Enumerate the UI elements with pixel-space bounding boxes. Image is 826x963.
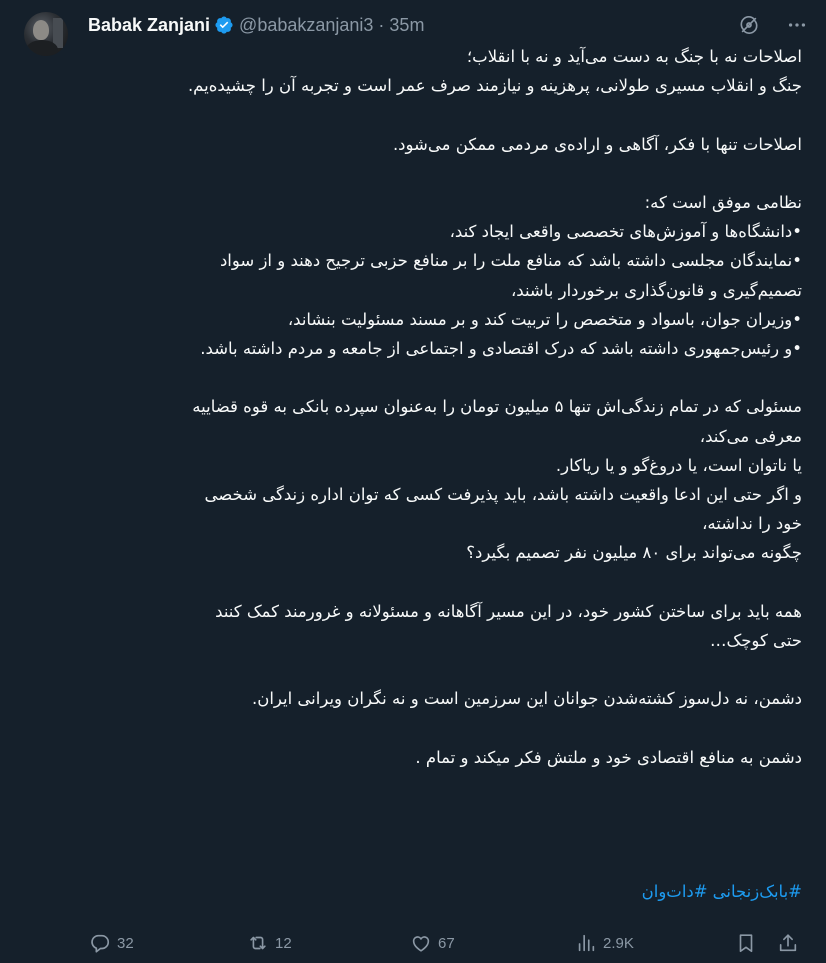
tweet-text-line: معرفی می‌کند، <box>699 426 802 446</box>
tweet-text-line: •وزیران جوان، باسواد و متخصص را تربیت کند و بر مسند مسئولیت بنشاند، <box>287 309 802 329</box>
handle[interactable]: @babakzanjani3 <box>239 14 374 35</box>
tweet-text-line: اصلاحات تنها با فکر، آگاهی و اراده‌ی مردمی ممکن می‌شود. <box>392 134 802 154</box>
tweet-text-line: تصمیم‌گیری و قانون‌گذاری برخوردار باشند، <box>510 280 802 300</box>
grok-icon[interactable] <box>738 14 760 36</box>
avatar[interactable] <box>24 12 68 56</box>
reply-icon <box>89 932 111 954</box>
bookmark-icon <box>735 932 757 954</box>
action-bar <box>0 928 826 958</box>
tweet-text-line <box>76 714 802 743</box>
view-count: 2.9K <box>603 934 634 952</box>
hashtag-link[interactable]: #دات‌وان <box>641 882 708 901</box>
tweet-text-line <box>76 159 802 188</box>
separator-dot: · <box>378 14 385 35</box>
reply-button[interactable] <box>89 928 134 958</box>
tweet-text-line: اصلاحات نه با جنگ به دست می‌آید و نه با انقلاب؛ <box>466 47 802 66</box>
tweet-text-line: و اگر حتی این ادعا واقعیت داشته باشد، باید پذیرفت کسی که توان اداره زندگی شخصی <box>204 485 802 504</box>
tweet-text-line <box>76 363 802 392</box>
tweet-text-line: دشمن به منافع اقتصادی خود و ملتش فکر میکند و تمام . <box>415 747 802 767</box>
tweet-text-line: •دانشگاه‌ها و آموزش‌های تخصصی واقعی ایجاد کند، <box>449 222 802 242</box>
tweet-text-line: خود را نداشته، <box>702 514 802 534</box>
like-button[interactable] <box>410 928 455 958</box>
verified-badge-icon[interactable] <box>214 15 234 35</box>
tweet-text-line: مسئولی که در تمام زندگی‌اش تنها ۵ میلیون تومان را به‌عنوان سپرده بانکی به قوه قضاییه <box>192 397 802 417</box>
tweet-text-line: نظامی موفق است که: <box>644 192 802 212</box>
bookmark-button[interactable] <box>735 928 757 958</box>
tweet-text-line: حتی کوچک… <box>709 631 802 650</box>
tweet-text-line <box>76 100 802 129</box>
tweet-text-line: همه باید برای ساختن کشور خود، در این مسیر آگاهانه و مسئولانه و غرورمند کمک کنند <box>215 601 802 621</box>
tweet-text-line: دشمن، نه دل‌سوز کشته‌شدن جوانان این سرزمین است و نه نگران ویرانی ایران. <box>251 689 802 709</box>
tweet-text-line <box>76 655 802 684</box>
hashtags <box>637 877 802 906</box>
tweet-text <box>76 42 802 772</box>
tweet-text-line: جنگ و انقلاب مسیری طولانی، پرهزینه و نیازمند صرف عمر است و تجربه آن را چشیده‌یم. <box>187 76 802 96</box>
share-button[interactable] <box>777 928 799 958</box>
repost-icon <box>247 932 269 954</box>
share-icon <box>777 932 799 954</box>
tweet-text-line: •و رئیس‌جمهوری داشته باشد که درک اقتصادی و اجتماعی از جامعه و مردم داشته باشد. <box>200 339 802 358</box>
repost-button[interactable] <box>247 928 292 958</box>
tweet-text-line: •نمایندگان مجلسی داشته باشد که منافع ملت را بر منافع حزبی ترجیح دهند و از سواد <box>219 251 802 271</box>
heart-icon <box>410 932 432 954</box>
like-count: 67 <box>438 934 455 952</box>
repost-count: 12 <box>275 934 292 952</box>
hashtag-link[interactable]: #بابک‌زنجانی <box>712 882 802 901</box>
avatar-face <box>33 20 49 40</box>
avatar-shoulder <box>26 40 58 56</box>
views-button[interactable] <box>575 928 634 958</box>
tweet-text-line: یا ناتوان است، یا دروغ‌گو و یا ریاکار. <box>555 455 802 475</box>
reply-count: 32 <box>117 934 134 952</box>
tweet-text-line: چگونه می‌تواند برای ۸۰ میلیون نفر تصمیم بگیرد؟ <box>466 543 802 563</box>
tweet-top-actions <box>712 14 808 36</box>
tweet-text-line <box>76 568 802 597</box>
more-options-icon[interactable] <box>786 14 808 36</box>
timestamp[interactable]: 35m <box>389 14 425 35</box>
tweet-header <box>88 13 424 37</box>
display-name[interactable]: Babak Zanjani <box>88 14 211 35</box>
analytics-icon <box>575 932 597 954</box>
